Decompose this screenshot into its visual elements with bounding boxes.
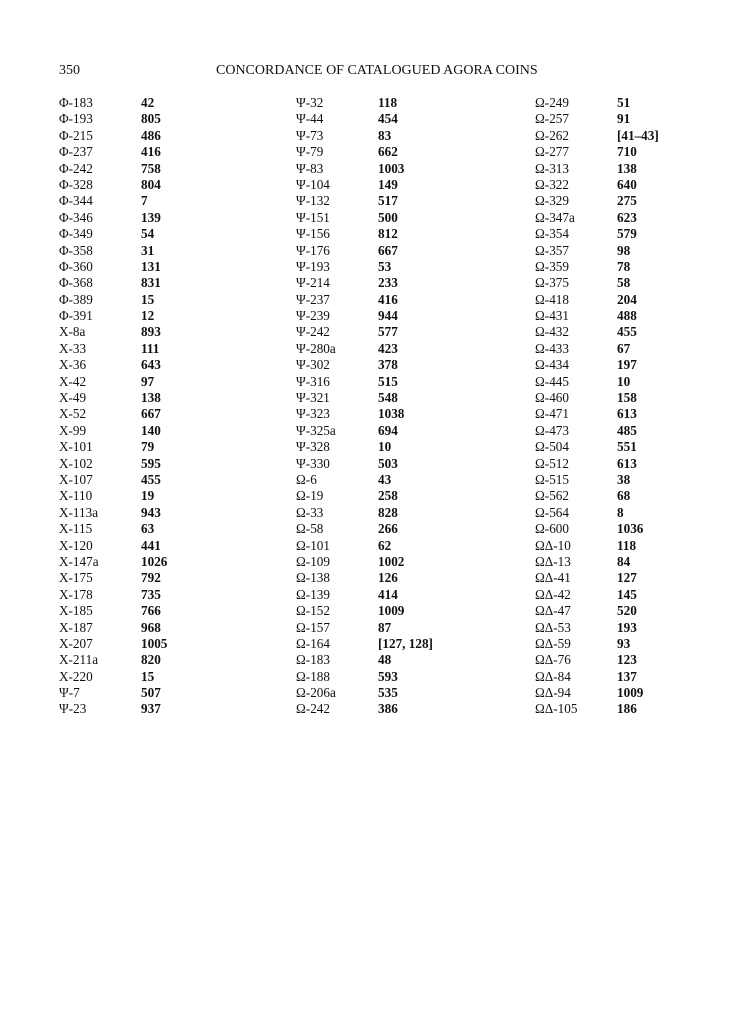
catalogue-number: 507 — [141, 685, 161, 701]
catalogue-number: 579 — [617, 226, 637, 242]
agora-inventory-number: Ω-375 — [535, 275, 569, 291]
agora-inventory-number: X-49 — [59, 390, 87, 406]
agora-inventory-number: Ψ-132 — [296, 193, 330, 209]
catalogue-number: 416 — [141, 144, 161, 160]
catalogue-number: 54 — [141, 226, 155, 242]
agora-inventory-number: Ω-109 — [296, 553, 330, 569]
agora-inventory-number: Φ-389 — [59, 291, 93, 307]
agora-inventory-number: X-187 — [59, 619, 93, 635]
catalogue-number: 126 — [378, 570, 398, 586]
catalogue-number: 1003 — [378, 160, 405, 176]
agora-inventory-number: Ω-164 — [296, 635, 330, 651]
catalogue-number: 137 — [617, 668, 637, 684]
agora-inventory-number: Ψ-280a — [296, 340, 336, 356]
agora-inventory-number: Ω-242 — [296, 701, 330, 717]
catalogue-number: 1026 — [141, 553, 168, 569]
catalogue-number: 204 — [617, 291, 637, 307]
agora-inventory-number: Ψ-239 — [296, 308, 330, 324]
catalogue-number: 31 — [141, 242, 155, 258]
catalogue-number: 118 — [617, 537, 637, 553]
catalogue-number: 97 — [141, 373, 155, 389]
agora-inventory-number: Ω-431 — [535, 308, 569, 324]
catalogue-number: 275 — [617, 193, 637, 209]
agora-inventory-number: ΩΔ-105 — [535, 701, 578, 717]
catalogue-number: 423 — [378, 340, 398, 356]
agora-inventory-number: Ψ-323 — [296, 406, 330, 422]
agora-inventory-number: Ψ-193 — [296, 258, 330, 274]
catalogue-number: 805 — [141, 111, 161, 127]
catalogue-number: 53 — [378, 258, 392, 274]
catalogue-number: 828 — [378, 504, 398, 520]
catalogue-number: 613 — [617, 406, 637, 422]
agora-inventory-number: Ω-58 — [296, 521, 324, 537]
agora-inventory-number: Ω-157 — [296, 619, 330, 635]
agora-inventory-number: Φ-368 — [59, 275, 93, 291]
catalogue-number: 1038 — [378, 406, 405, 422]
agora-inventory-number: Ψ-214 — [296, 275, 330, 291]
catalogue-number: 613 — [617, 455, 637, 471]
catalogue-number: 51 — [617, 95, 631, 110]
page-number: 350 — [59, 63, 80, 78]
agora-inventory-number: Ω-6 — [296, 471, 317, 487]
agora-inventory-number: X-101 — [59, 439, 93, 455]
agora-inventory-number: Ω-357 — [535, 242, 569, 258]
agora-inventory-number: ΩΔ-59 — [535, 635, 571, 651]
agora-inventory-number: Ψ-237 — [296, 291, 330, 307]
agora-inventory-number: ΩΔ-10 — [535, 537, 571, 553]
agora-inventory-number: ΩΔ-47 — [535, 603, 571, 619]
agora-inventory-number: X-220 — [59, 668, 93, 684]
catalogue-number: 123 — [617, 652, 637, 668]
catalogue-number: 186 — [617, 701, 637, 717]
agora-inventory-number: X-42 — [59, 373, 87, 389]
catalogue-number: 38 — [617, 471, 631, 487]
agora-inventory-number: X-207 — [59, 635, 93, 651]
catalogue-number: 63 — [141, 521, 155, 537]
catalogue-number: 694 — [378, 422, 398, 438]
agora-inventory-number: Ω-262 — [535, 127, 569, 143]
agora-inventory-number: X-33 — [59, 340, 87, 356]
agora-inventory-number: Ψ-242 — [296, 324, 330, 340]
catalogue-number: 486 — [141, 127, 161, 143]
agora-inventory-number: X-110 — [59, 488, 93, 504]
agora-inventory-number: Ψ-176 — [296, 242, 330, 258]
catalogue-number: 623 — [617, 209, 637, 225]
catalogue-number: 735 — [141, 586, 161, 602]
agora-inventory-number: Ω-504 — [535, 439, 569, 455]
agora-inventory-number: Ψ-73 — [296, 127, 324, 143]
agora-inventory-number: Ψ-156 — [296, 226, 330, 242]
agora-inventory-number: Ω-460 — [535, 390, 569, 406]
agora-inventory-number: Ω-418 — [535, 291, 569, 307]
catalogue-number: 520 — [617, 603, 637, 619]
catalogue-number: 83 — [378, 127, 392, 143]
catalogue-number: 140 — [141, 422, 161, 438]
agora-inventory-number: Ω-19 — [296, 488, 324, 504]
agora-inventory-number: Ω-434 — [535, 357, 569, 373]
catalogue-number: 43 — [378, 471, 392, 487]
catalogue-number: 84 — [617, 553, 631, 569]
catalogue-number: 91 — [617, 111, 631, 127]
catalogue-number: 58 — [617, 275, 631, 291]
catalogue-number: 149 — [378, 176, 398, 192]
catalogue-number: 804 — [141, 176, 161, 192]
catalogue-number: 535 — [378, 685, 398, 701]
catalogue-number: 42 — [141, 95, 155, 110]
catalogue-number: 667 — [378, 242, 398, 258]
catalogue-number: 233 — [378, 275, 398, 291]
catalogue-number: 517 — [378, 193, 398, 209]
agora-inventory-number: Ψ-104 — [296, 176, 330, 192]
agora-inventory-number: Ψ-151 — [296, 209, 330, 225]
catalogue-number: [41–43] — [617, 127, 659, 143]
catalogue-number: 15 — [141, 668, 155, 684]
agora-inventory-number: Ω-433 — [535, 340, 569, 356]
catalogue-number: 758 — [141, 160, 161, 176]
agora-inventory-number: Ω-329 — [535, 193, 569, 209]
catalogue-number: 820 — [141, 652, 161, 668]
agora-inventory-number: Ω-432 — [535, 324, 569, 340]
agora-inventory-number: Ψ-316 — [296, 373, 330, 389]
catalogue-number: 127 — [617, 570, 637, 586]
agora-inventory-number: Ω-354 — [535, 226, 569, 242]
catalogue-number: 79 — [141, 439, 155, 455]
agora-inventory-number: Ω-183 — [296, 652, 330, 668]
catalogue-number: 577 — [378, 324, 398, 340]
agora-inventory-number: Ω-347a — [535, 209, 575, 225]
catalogue-number: 1009 — [378, 603, 405, 619]
agora-inventory-number: Ω-138 — [296, 570, 330, 586]
catalogue-number: 414 — [378, 586, 398, 602]
agora-inventory-number: Ψ-83 — [296, 160, 324, 176]
catalogue-number: 10 — [617, 373, 631, 389]
agora-inventory-number: Ψ-302 — [296, 357, 330, 373]
agora-inventory-number: Ω-445 — [535, 373, 569, 389]
agora-inventory-number: X-36 — [59, 357, 87, 373]
catalogue-number: [127, 128] — [378, 635, 433, 651]
agora-inventory-number: Ω-313 — [535, 160, 569, 176]
agora-inventory-number: Φ-349 — [59, 226, 93, 242]
catalogue-number: 386 — [378, 701, 398, 717]
agora-inventory-number: Ψ-7 — [59, 685, 80, 701]
catalogue-number: 416 — [378, 291, 398, 307]
catalogue-number: 138 — [617, 160, 637, 176]
agora-inventory-number: X-115 — [59, 521, 93, 537]
agora-inventory-number: Φ-328 — [59, 176, 93, 192]
agora-inventory-number: Ω-249 — [535, 95, 569, 110]
agora-inventory-number: Ψ-330 — [296, 455, 330, 471]
agora-inventory-number: Ω-600 — [535, 521, 569, 537]
agora-inventory-number: Φ-360 — [59, 258, 93, 274]
agora-inventory-number: Ω-322 — [535, 176, 569, 192]
agora-inventory-number: Ω-257 — [535, 111, 569, 127]
catalogue-number: 943 — [141, 504, 161, 520]
agora-inventory-number: Ω-277 — [535, 144, 569, 160]
catalogue-number: 662 — [378, 144, 398, 160]
catalogue-number: 145 — [617, 586, 637, 602]
agora-inventory-number: Ω-101 — [296, 537, 330, 553]
catalogue-number: 12 — [141, 308, 155, 324]
agora-inventory-number: Ω-139 — [296, 586, 330, 602]
agora-inventory-number: Ω-515 — [535, 471, 569, 487]
agora-inventory-number: X-178 — [59, 586, 93, 602]
catalogue-number: 139 — [141, 209, 161, 225]
catalogue-number: 93 — [617, 635, 631, 651]
agora-inventory-number: Ω-188 — [296, 668, 330, 684]
catalogue-number: 8 — [617, 504, 624, 520]
agora-inventory-number: ΩΔ-53 — [535, 619, 571, 635]
agora-inventory-number: X-99 — [59, 422, 87, 438]
agora-inventory-number: Ψ-23 — [59, 701, 87, 717]
catalogue-number: 710 — [617, 144, 637, 160]
agora-inventory-number: X-107 — [59, 471, 93, 487]
catalogue-number: 62 — [378, 537, 392, 553]
agora-inventory-number: Φ-193 — [59, 111, 93, 127]
catalogue-number: 593 — [378, 668, 398, 684]
catalogue-number: 193 — [617, 619, 637, 635]
catalogue-number: 67 — [617, 340, 631, 356]
catalogue-number: 485 — [617, 422, 637, 438]
catalogue-number: 893 — [141, 324, 161, 340]
agora-inventory-number: Φ-242 — [59, 160, 93, 176]
catalogue-number: 595 — [141, 455, 161, 471]
agora-inventory-number: Ω-564 — [535, 504, 569, 520]
catalogue-number: 551 — [617, 439, 637, 455]
catalogue-number: 944 — [378, 308, 398, 324]
catalogue-number: 454 — [378, 111, 398, 127]
catalogue-number: 503 — [378, 455, 398, 471]
agora-inventory-number: X-102 — [59, 455, 93, 471]
catalogue-number: 266 — [378, 521, 398, 537]
catalogue-number: 548 — [378, 390, 398, 406]
agora-inventory-number: Ψ-328 — [296, 439, 330, 455]
agora-inventory-number: X-211a — [59, 652, 99, 668]
agora-inventory-number: Φ-358 — [59, 242, 93, 258]
catalogue-number: 831 — [141, 275, 161, 291]
agora-inventory-number: Ω-562 — [535, 488, 569, 504]
catalogue-number: 812 — [378, 226, 398, 242]
agora-inventory-number: Ω-473 — [535, 422, 569, 438]
agora-inventory-number: ΩΔ-94 — [535, 685, 571, 701]
agora-inventory-number: X-185 — [59, 603, 93, 619]
catalogue-number: 968 — [141, 619, 161, 635]
agora-inventory-number: Ω-206a — [296, 685, 336, 701]
catalogue-number: 766 — [141, 603, 161, 619]
agora-inventory-number: Ω-33 — [296, 504, 324, 520]
agora-inventory-number: ΩΔ-84 — [535, 668, 571, 684]
agora-inventory-number: ΩΔ-13 — [535, 553, 571, 569]
agora-inventory-number: Φ-237 — [59, 144, 93, 160]
agora-inventory-number: X-52 — [59, 406, 87, 422]
agora-inventory-number: Ω-359 — [535, 258, 569, 274]
catalogue-number: 111 — [141, 340, 160, 356]
catalogue-number: 515 — [378, 373, 398, 389]
catalogue-number: 15 — [141, 291, 155, 307]
catalogue-number: 667 — [141, 406, 161, 422]
catalogue-number: 1005 — [141, 635, 168, 651]
catalogue-number: 643 — [141, 357, 161, 373]
agora-inventory-number: X-120 — [59, 537, 93, 553]
agora-inventory-number: Ψ-325a — [296, 422, 336, 438]
catalogue-number: 455 — [141, 471, 161, 487]
catalogue-number: 488 — [617, 308, 637, 324]
catalogue-number: 87 — [378, 619, 392, 635]
catalogue-number: 158 — [617, 390, 637, 406]
agora-inventory-number: Ω-512 — [535, 455, 569, 471]
catalogue-number: 1009 — [617, 685, 644, 701]
catalogue-number: 441 — [141, 537, 161, 553]
agora-inventory-number: Ψ-79 — [296, 144, 324, 160]
agora-inventory-number: Φ-391 — [59, 308, 93, 324]
agora-inventory-number: X-113a — [59, 504, 99, 520]
catalogue-number: 500 — [378, 209, 398, 225]
catalogue-number: 455 — [617, 324, 637, 340]
catalogue-number: 792 — [141, 570, 161, 586]
agora-inventory-number: X-8a — [59, 324, 86, 340]
catalogue-number: 7 — [141, 193, 148, 209]
agora-inventory-number: Φ-344 — [59, 193, 93, 209]
catalogue-number: 138 — [141, 390, 161, 406]
catalogue-number: 19 — [141, 488, 155, 504]
catalogue-number: 68 — [617, 488, 631, 504]
catalogue-number: 197 — [617, 357, 637, 373]
catalogue-number: 118 — [378, 95, 398, 110]
agora-inventory-number: Ω-471 — [535, 406, 569, 422]
page-title: CONCORDANCE OF CATALOGUED AGORA COINS — [216, 63, 538, 78]
agora-inventory-number: ΩΔ-41 — [535, 570, 571, 586]
agora-inventory-number: Ψ-44 — [296, 111, 324, 127]
agora-inventory-number: X-147a — [59, 553, 99, 569]
catalogue-number: 10 — [378, 439, 392, 455]
catalogue-number: 48 — [378, 652, 392, 668]
agora-inventory-number: ΩΔ-42 — [535, 586, 571, 602]
catalogue-number: 640 — [617, 176, 637, 192]
catalogue-number: 98 — [617, 242, 631, 258]
catalogue-number: 378 — [378, 357, 398, 373]
agora-inventory-number: Ω-152 — [296, 603, 330, 619]
agora-inventory-number: Φ-183 — [59, 95, 93, 110]
agora-inventory-number: Ψ-32 — [296, 95, 324, 110]
agora-inventory-number: Φ-346 — [59, 209, 93, 225]
catalogue-number: 937 — [141, 701, 161, 717]
catalogue-number: 258 — [378, 488, 398, 504]
agora-inventory-number: Ψ-321 — [296, 390, 330, 406]
catalogue-number: 78 — [617, 258, 631, 274]
agora-inventory-number: Φ-215 — [59, 127, 93, 143]
catalogue-number: 1036 — [617, 521, 644, 537]
catalogue-number: 1002 — [378, 553, 405, 569]
catalogue-number: 131 — [141, 258, 161, 274]
agora-inventory-number: ΩΔ-76 — [535, 652, 571, 668]
agora-inventory-number: X-175 — [59, 570, 93, 586]
